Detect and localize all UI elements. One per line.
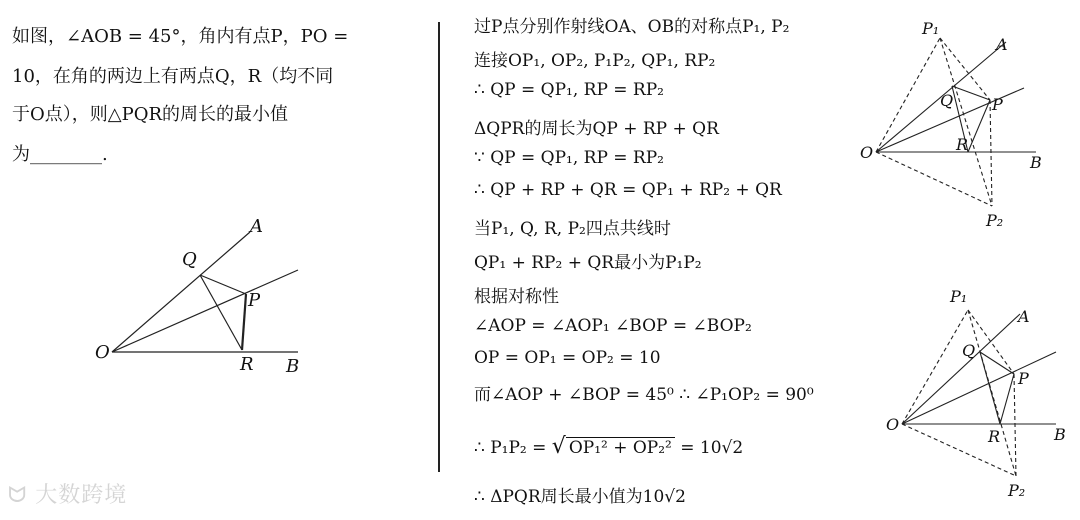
label-P1: P₁ bbox=[922, 19, 940, 38]
question-line-4: 为________. bbox=[12, 144, 108, 165]
label-P: P bbox=[248, 290, 261, 311]
label-Q: Q bbox=[940, 91, 954, 110]
solution-line-11: OP = OP₁ = OP₂ = 10 bbox=[474, 348, 661, 368]
solution-line-7: 当P₁, Q, R, P₂四点共线时 bbox=[474, 219, 671, 239]
solution-line-2: 连接OP₁, OP₂, P₁P₂, QP₁, RP₂ bbox=[474, 51, 716, 71]
label-B: B bbox=[1054, 425, 1066, 444]
sqrt-prefix: ∴ P₁P₂ = bbox=[474, 438, 552, 458]
segment-PR bbox=[242, 294, 246, 350]
segment-QR bbox=[200, 275, 242, 350]
solution-figure-top bbox=[840, 0, 1080, 240]
divider bbox=[438, 22, 440, 472]
solution-line-3: ∴ QP = QP₁, RP = RP₂ bbox=[474, 80, 664, 100]
solution-line-9: 根据对称性 bbox=[474, 287, 559, 307]
solution-figure-bottom bbox=[860, 280, 1080, 520]
solution-line-6: ∴ QP + RP + QR = QP₁ + RP₂ + QR bbox=[474, 180, 782, 200]
label-B: B bbox=[1030, 153, 1042, 172]
label-A: A bbox=[996, 35, 1008, 54]
solution-line-5: ∵ QP = QP₁, RP = RP₂ bbox=[474, 148, 664, 168]
segment-QP bbox=[200, 275, 246, 294]
solution-line-8: QP₁ + RP₂ + QR最小为P₁P₂ bbox=[474, 253, 702, 273]
ray-OA bbox=[112, 232, 250, 352]
solution-line-1: 过P点分别作射线OA、OB的对称点P₁, P₂ bbox=[474, 17, 790, 37]
sqrt-result: = 10√2 bbox=[674, 438, 744, 458]
solution-line-12: 而∠AOP + ∠BOP = 45⁰ ∴ ∠P₁OP₂ = 90⁰ bbox=[474, 385, 814, 405]
label-Q: Q bbox=[962, 341, 976, 360]
sqrt-radicand: OP₁² + OP₂² bbox=[566, 437, 675, 458]
question-figure bbox=[0, 0, 440, 380]
label-P2: P₂ bbox=[986, 211, 1004, 230]
solution-line-10: ∠AOP = ∠AOP₁ ∠BOP = ∠BOP₂ bbox=[474, 316, 752, 336]
label-O: O bbox=[95, 342, 110, 363]
label-R: R bbox=[956, 135, 969, 154]
solution-line-14: ∴ ΔPQR周长最小值为10√2 bbox=[474, 487, 686, 507]
solution-line-13: ∴ P₁P₂ = √ OP₁² + OP₂² = 10√2 bbox=[474, 434, 744, 459]
watermark-logo-icon: ᗢ bbox=[8, 483, 36, 508]
solution-line-4: ΔQPR的周长为QP + RP + QR bbox=[474, 119, 719, 139]
label-O: O bbox=[886, 415, 900, 434]
label-A: A bbox=[1018, 307, 1030, 326]
label-R: R bbox=[988, 427, 1001, 446]
label-O: O bbox=[860, 143, 874, 162]
label-P1: P₁ bbox=[950, 287, 968, 306]
question-line-3: 于O点），则△PQR的周长的最小值 bbox=[12, 104, 289, 125]
label-R: R bbox=[240, 354, 254, 375]
label-Q: Q bbox=[182, 249, 197, 270]
watermark: ᗢ 大数跨境 bbox=[8, 483, 128, 508]
label-P2: P₂ bbox=[1008, 481, 1026, 500]
label-B: B bbox=[286, 356, 300, 377]
label-P: P bbox=[992, 95, 1003, 114]
label-P: P bbox=[1018, 369, 1029, 388]
label-A: A bbox=[250, 216, 263, 237]
question-line-1: 如图，∠AOB = 45°，角内有点P，PO = bbox=[12, 26, 349, 47]
ray-OP bbox=[112, 270, 298, 352]
question-line-2: 10，在角的两边上有两点Q，R（均不同 bbox=[12, 66, 334, 87]
